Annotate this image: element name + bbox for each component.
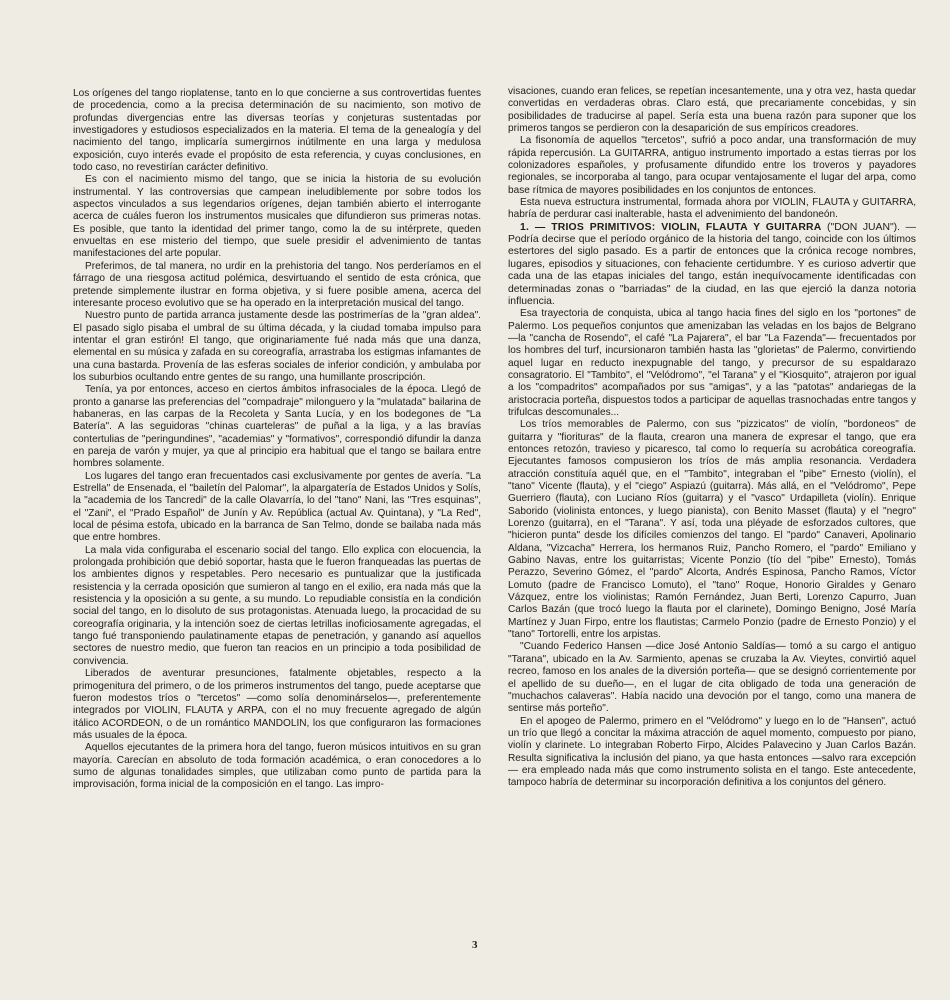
section-heading-text: ("DON JUAN"). — Podría decirse que el período orgánico de la historia del tango, coincide con los últimos estertores del siglo pasado. Es a partir de entonces que la crónica recoge nombres, lugares, episodios y situaciones, con fehaciente certidumbre. Y es curioso advertir que cada una de las etapas iniciales del tango, están inequívocamente identificadas con determinadas zonas o "barriadas" de la ciudad, en las que ejerció la danza notoria influencia. xyxy=(508,221,916,307)
paragraph: Tenía, ya por entonces, acceso en ciertos ámbitos infrasociales de la época. Llegó de pronto a ganarse las preferencias del "compadraje" milonguero y la "mulatada" bailarina de habaneras, en las carpas de la Recoleta y Santa Lucía, y en los bodegones de "La Batería". A las seguidoras "chinas cuarteleras" de puñal a la liga, y a las bravías contertulias de "peringundines", "academias" y "formativos", correspondió difundir la danza en pareja de varón y mujer, ya que al principio era habitual que el tango se bailara entre hombres solamente. xyxy=(73,384,481,470)
paragraph: visaciones, cuando eran felices, se repetían incesantemente, una y otra vez, hasta quedar convertidas en verdaderas obras. Claro está, que precariamente concebidas, y sin posibilidades de traducirse al papel. Sería esta una buena razón para suponer que los primeros tangos se perdieron con la desaparición de sus empíricos creadores. xyxy=(508,86,916,135)
left-column xyxy=(73,88,481,792)
paragraph: Los tríos memorables de Palermo, con sus "pizzicatos" de violín, "bordoneos" de guitarra y "fiorituras" de la flauta, crearon una manera de expresar el tango, que era entonces retozón, travieso y picaresco, tal como lo requería su acrobática coreografía. Ejecutantes famosos compusieron los tríos de más amplia resonancia. Verdadera atracción constituía aquél que, en el "Tambito", integraban el "pibe" Ernesto (violín), el "tano" Vicente (flauta), y el "ciego" Aspiazú (guitarra). Más allá, en el "Velódromo", Pepe Guerriero (flauta), con Luciano Ríos (guitarra) y el "vasco" Urdapilleta (violín). Enrique Saborido (violinista entonces, y luego pianista), con Benito Masset (flauta) y el "negro" Lorenzo (guitarra), en el "Tarana". Y así, toda una pléyade de esforzados cultores, que "hicieron punta" desde los difíciles comienzos del tango. El "pardo" Canaveri, Apolinario Aldana, "Vizcacha" Herrera, los hermanos Ruiz, Pancho Romero, el "pardo" Emiliano y Gabino Navas, entre los guitarristas; Vicente Ponzio (tío del "pibe" Ernesto), Tomás Perazzo, Severino Gómez, el "pardo" Alcorta, Andrés Espinosa, Pancho Ramos, Víctor Lomuto (padre de Francisco Lomuto), el "tano" Roque, Honorio Giraldes y Genaro Vázquez, entre los violinistas; Ramón Fernández, Juan Berti, Lorenzo Capurro, Juan Carlos Bazán (que trocó luego la flauta por el clarinete), Domingo Benigno, José María Martínez y Juan Firpo, entre los flautistas; Carmelo Ponzio (padre de Ernesto Ponzio) y el "tano" Tortorelli, entre los arpistas. xyxy=(508,419,916,641)
paragraph: La fisonomía de aquellos "tercetos", sufrió a poco andar, una transformación de muy rápida repercusión. La GUITARRA, antiguo instrumento importado a estas tierras por los colonizadores españoles, y profusamente difundido entre los troveros y payadores regionales, se incorporaba al tango, para ocupar ventajosamente el lugar del arpa, como base rítmica de mayores posibilidades en los conjuntos de entonces. xyxy=(508,135,916,196)
section-heading: 1. — TRIOS PRIMITIVOS: VIOLIN, FLAUTA Y GUITARRA xyxy=(520,221,822,233)
right-column xyxy=(508,86,916,790)
paragraph: "Cuando Federico Hansen —dice José Antonio Saldías— tomó a su cargo el antiguo "Tarana", ubicado en la Av. Sarmiento, apenas se cruzaba la Av. Vieytes, convirtió aquel recreo, famoso en los anales de la diversión porteña— que se designó corrientemente por el apellido de su dueño—, en el lugar de cita obligado de toda una generación de "muchachos calaveras". Había nacido una devoción por el tango, como una manera de sentirse más porteño". xyxy=(508,641,916,715)
paragraph: Nuestro punto de partida arranca justamente desde las postrimerías de la "gran aldea". El pasado siglo pisaba el umbral de su última década, y la ciudad tomaba impulso para intentar el gran estirón! El tango, que originariamente fué nada más que una danza, elemental en su música y zafada en su coreografía, arrastraba los estigmas infamantes de una cuna bastarda. Provenía de las esferas sociales de inferior condición, y ambulaba por los suburbios ocultando entre gentes de su rango, una humillante proscripción. xyxy=(73,310,481,383)
paragraph: La mala vida configuraba el escenario social del tango. Ello explica con elocuencia, la prolongada prohibición que debió soportar, hasta que le fueron franqueadas las puertas de los ambientes dignos y respetables. Pero necesario es puntualizar que la justificada resistencia y la cerrada oposición que sumieron al tango en el exilio, era nada más que la resistencia y la oposición a su gente, a su mundo. Lo repudiable consistía en la condición social del tango, en lo disoluto de sus protagonistas. Atenuada luego, la procacidad de su coreografía originaria, y la intención soez de ciertas letrillas inoficiosamente agregadas, el tango fué transponiendo paulatinamente etapas de penetración, y ganando así aquellos sectores de nuestro medio, que fueron tan reacios en un principio a toda posibilidad de convivencia. xyxy=(73,544,481,667)
paragraph: Preferimos, de tal manera, no urdir en la prehistoria del tango. Nos perderíamos en el fárrago de una riesgosa actitud polémica, desvirtuando el sentido de esta crónica, que pretende simplemente ilustrar en forma objetiva, y si fuere posible amena, acerca del interesante proceso evolutivo que se ha operado en la interpretación musical del tango. xyxy=(73,260,481,309)
paragraph: Es con el nacimiento mismo del tango, que se inicia la historia de su evolución instrumental. Y las controversias que campean ineludiblemente por sobre todos los aspectos vinculados a sus legendarios orígenes, dejan también abierto el interrogante acerca de cuáles fueron los instrumentos musicales que difundieron sus primeras notas. Es posible, que tanto la identidad del primer tango, como la de su intérprete, queden envueltas en ese misterio del tiempo, que suele presidir el advenimiento de tantas manifestaciones del arte popular. xyxy=(73,174,481,260)
paragraph: Los lugares del tango eran frecuentados casi exclusivamente por gentes de avería. "La Estrella" de Ensenada, el "bailetín del Palomar", la alpargatería de Estados Unidos y Solís, la "academia de los Tancredi" de la calle Olavarría, lo del "tano" Nani, las "Tres esquinas", el "Zani", el "Prado Español" de Junín y Av. República (actual Av. Quintana), y "La Red", local de pésima estofa, ubicado en la barranca de San Telmo, donde se bailaba nada más que entre hombres. xyxy=(73,470,481,544)
paragraph: En el apogeo de Palermo, primero en el "Velódromo" y luego en lo de "Hansen", actuó un trío que llegó a concitar la máxima atracción de aquel momento, compuesto por piano, violín y clarinete. Lo integraban Roberto Firpo, Alcides Palavecino y Juan Carlos Bazán. Resulta significativa la inclusión del piano, ya que hasta entonces —salvo rara excepción— era empleado nada más que como instrumento solista en el tango. Este antecedente, tampoco habría de determinar su incorporación definitiva a los conjuntos del género. xyxy=(508,715,916,789)
paragraph: Esa trayectoria de conquista, ubica al tango hacia fines del siglo en los "portones" de Palermo. Los pequeños conjuntos que amenizaban las veladas en los bajos de Belgrano —la "cancha de Rosendo", el café "La Pajarera", el bar "La Fazenda"— frecuentados por los hombres del turf, incursionaron también hasta las "glorietas" de Palermo, convirtiendo aquel lugar en reducto inexpugnable del tango, y precursor de su espaldarazo consagratorio. El "Tambito", el "Velódromo", "el Tarana" y el "Kiosquito", atrajeron por igual a los "compadritos" acompañados por sus "amigas", y a las "patotas" andariegas de la aristocracia porteña, dispuestos todos a participar de aquellas trasnochadas entre tangos y trifulcas descomunales... xyxy=(508,308,916,418)
paragraph: Liberados de aventurar presunciones, fatalmente objetables, respecto a la primogenitura del primero, o de los primeros instrumentos del tango, puede aceptarse que fueron modestos tríos o "tercetos" —como solía denominárselos—, preferentemente integrados por VIOLIN, FLAUTA y ARPA, con el no muy frecuente agregado de algún itálico ACORDEON, o de un romántico MANDOLIN, los que configuraron las formaciones más usuales de la época. xyxy=(73,668,481,741)
paragraph: Esta nueva estructura instrumental, formada ahora por VIOLIN, FLAUTA y GUITARRA, habría de perdurar casi inalterable, hasta el advenimiento del bandoneón. xyxy=(508,197,916,221)
section-heading-paragraph xyxy=(508,222,916,308)
paragraph: Los orígenes del tango rioplatense, tanto en lo que concierne a sus controvertidas fuentes de procedencia, como a la precisa determinación de su nacimiento, son motivo de profundas divergencias entre las diversas teorías y conjeturas sustentadas por investigadores y estudiosos especializados en la materia. El tema de la genealogía y del nacimiento del tango, implicaría sumergirnos inútilmente en una larga y medulosa exposición, cuyo interés evade el propósito de esta referencia, y cuyas conclusiones, en todo caso, no revestirían carácter definitivo. xyxy=(73,88,481,174)
paragraph: Aquellos ejecutantes de la primera hora del tango, fueron músicos intuitivos en su gran mayoría. Carecían en absoluto de toda formación académica, o eran conocedores a lo sumo de algunas tonalidades simples, que utilizaban como punto de partida para la improvisación, forma inicial de la composición en el tango. Las impro- xyxy=(73,742,481,791)
page-number: 3 xyxy=(472,939,478,951)
